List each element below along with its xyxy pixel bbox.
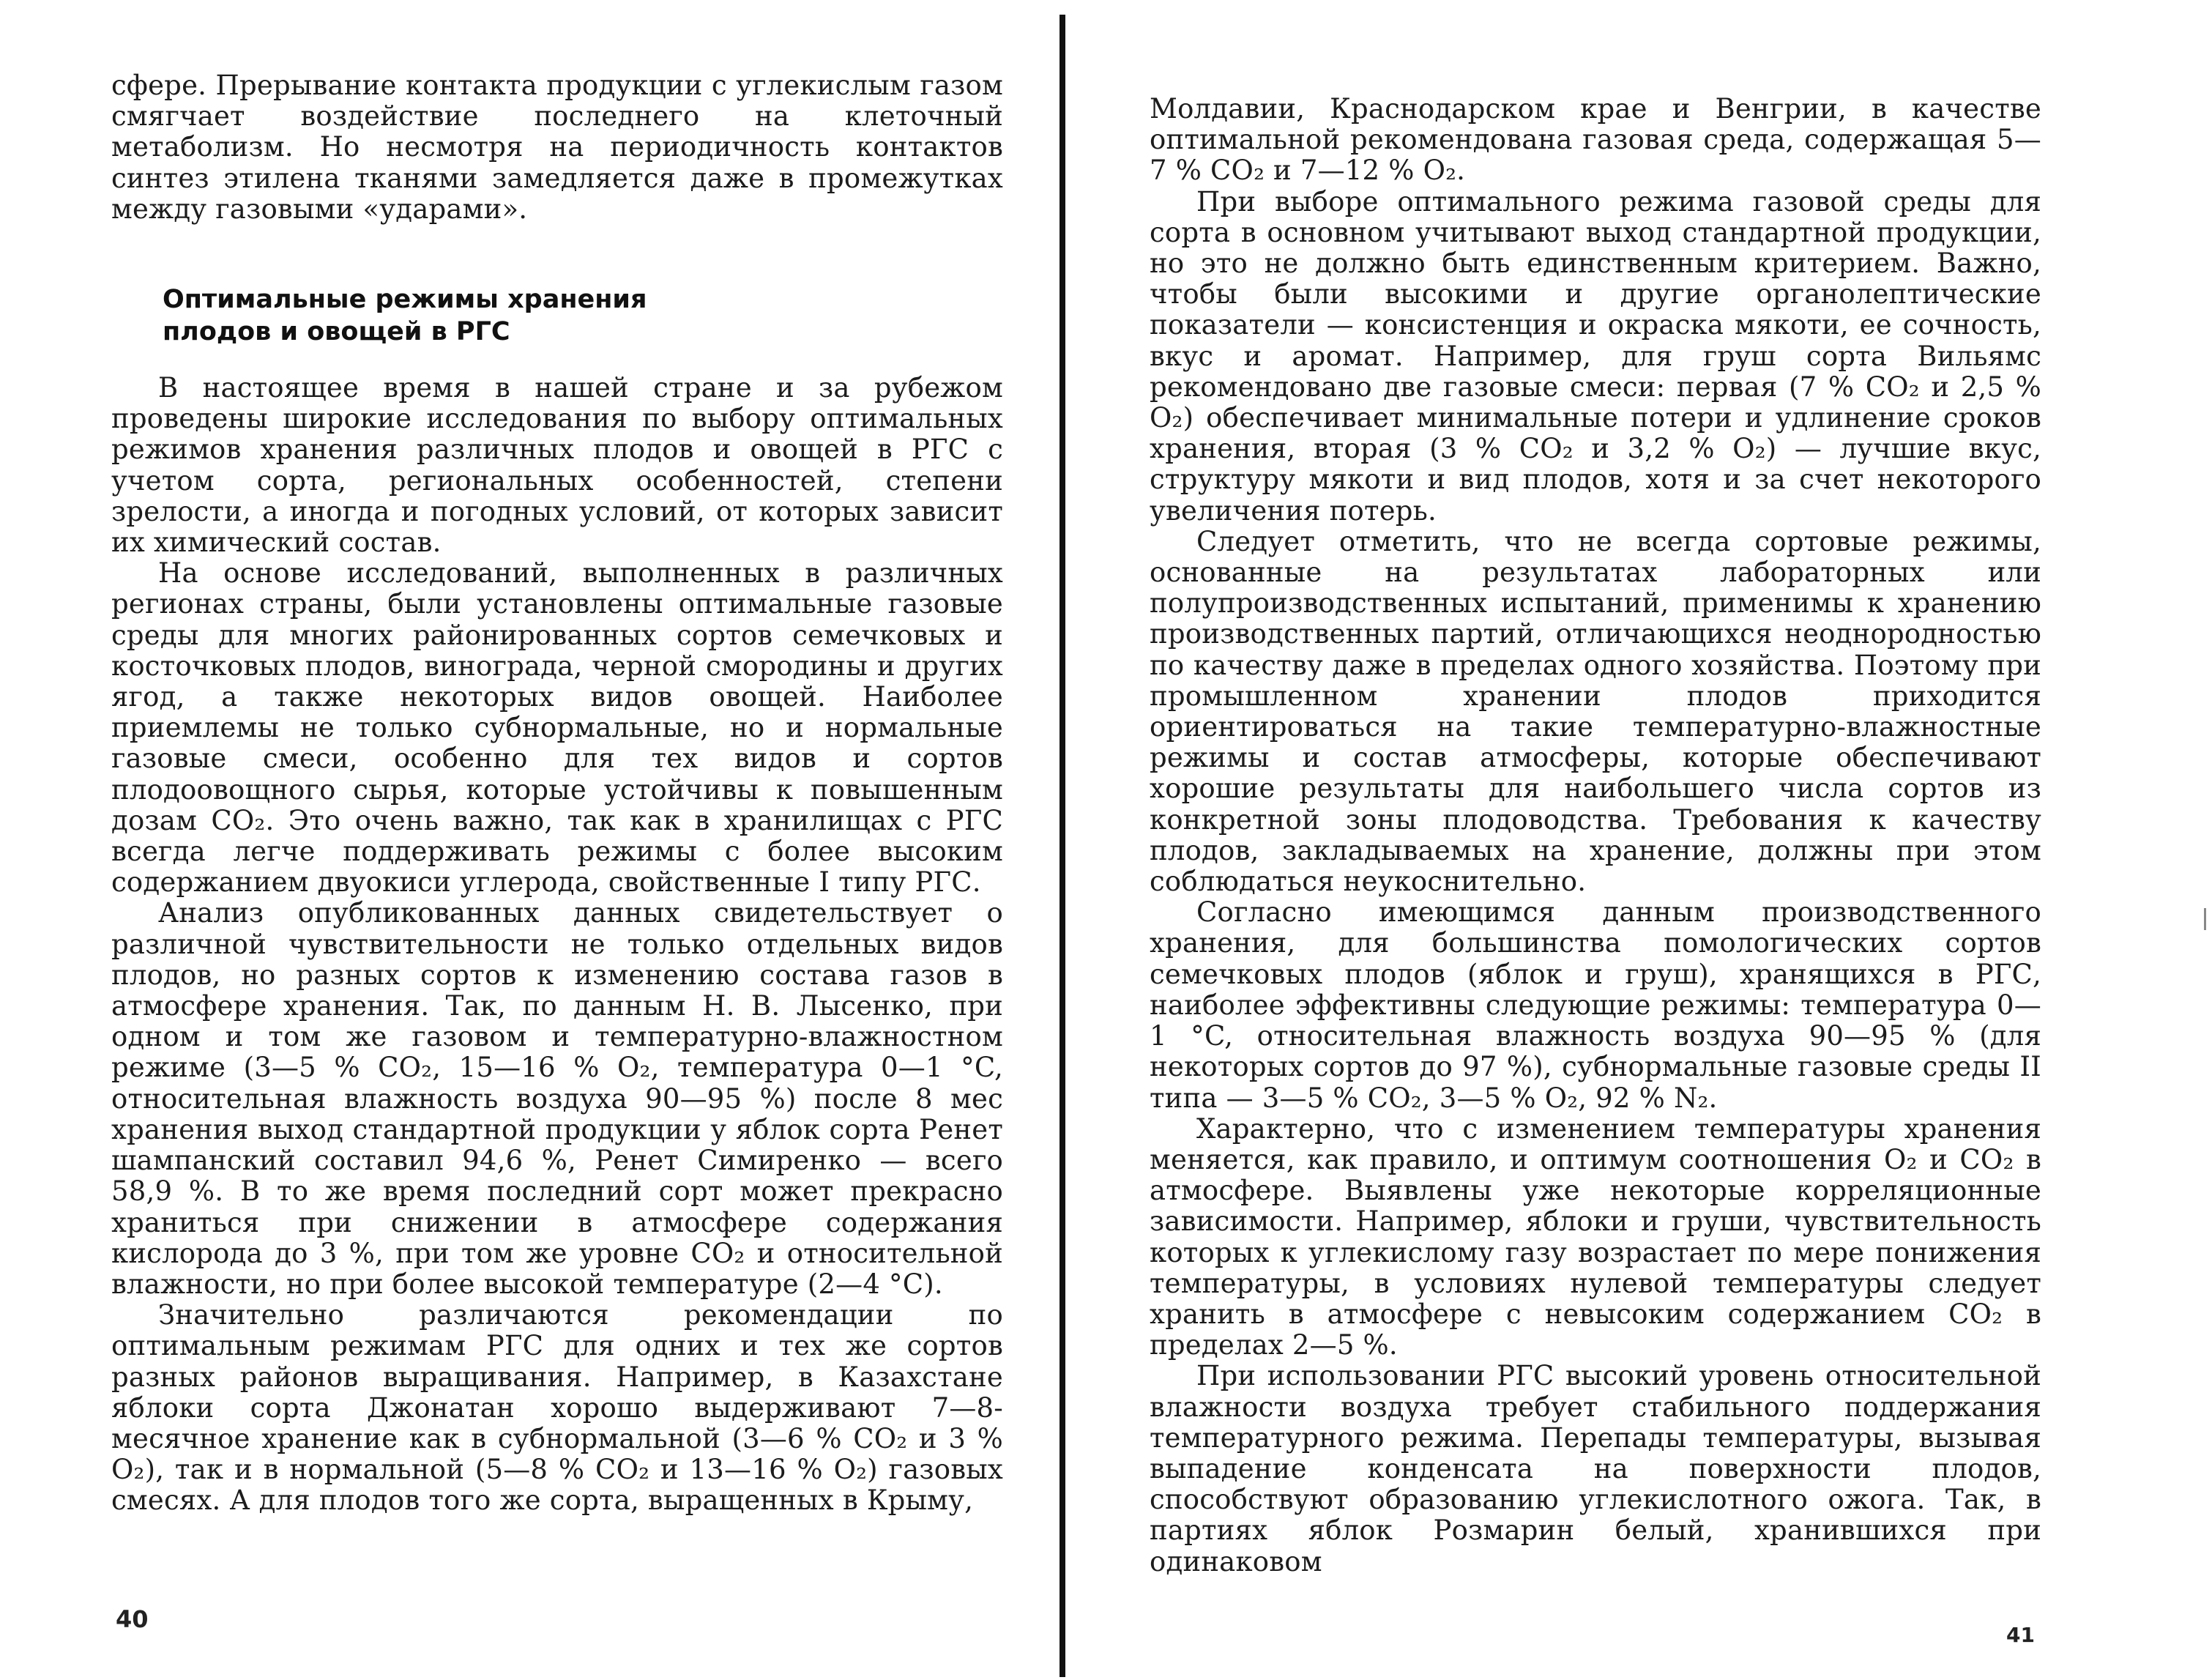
page-number-right: 41 [2006,1623,2035,1647]
left-page [0,0,1054,1680]
right-paragraph-continued: Молдавии, Краснодарском крае и Венгрии, в качестве оптимальной рекомендована газовая среда, содержащая 5—7 % CO₂ и 7—12 % O₂. [1150,93,2041,187]
section-heading-line-1: Оптимальные режимы хранения [163,285,647,315]
right-paragraph-1: При выборе оптимального режима газовой среды для сорта в основном учитывают выход стандартной продукции, но это не должно быть единственным критерием. Важно, чтобы были высокими и другие органолептические показатели — консистенция и окраска мякоти, ее сочность, вкус и аромат. Например, для груш сорта Вильямс рекомендовано две газовые смеси: первая (7 % CO₂ и 2,5 % O₂) обеспечивает минимальные потери и удлинение сроков хранения, вторая (3 % CO₂ и 3,2 % O₂) — лучшие вкус, структуру мякоти и вид плодов, хотя и за счет некоторого увеличения потерь. [1150,185,2041,527]
section-heading-line-2: плодов и овощей в РГС [163,317,510,347]
right-paragraph-3: Согласно имеющимся данным производственного хранения, для большинства помологических сортов семечковых плодов (яблок и груш), хранящихся в РГС, наиболее эффективны следующие режимы: температура 0—1 °C, относительная влажность воздуха 90—95 % (для некоторых сортов до 97 %), субнормальные газовые среды II типа — 3—5 % CO₂, 3—5 % O₂, 92 % N₂. [1150,896,2041,1114]
right-page [1069,0,2212,1680]
right-paragraph-2: Следует отметить, что не всегда сортовые режимы, основанные на результатах лабораторных или полупроизводственных испытаний, применимы к хранению производственных партий, отличающихся неоднородностью по качеству даже в пределах одного хозяйства. Поэтому при промышленном хранении плодов приходится ориентироваться на такие температурно-влажностные режимы и состав атмосферы, которые обеспечивают хорошие результаты для наибольшего числа сортов из конкретной зоны плодоводства. Требования к качеству плодов, закладываемых на хранение, должны при этом соблюдаться неукоснительно. [1150,525,2041,898]
right-text-column [1150,94,2041,1577]
page-number-left: 40 [116,1605,149,1633]
section-heading [163,283,1003,348]
page-edge-mark [2204,908,2206,930]
book-spine-divider [1060,15,1065,1677]
left-paragraph-3: Анализ опубликованных данных свидетельствует о различной чувствительности не только отдельных видов плодов, но разных сортов к изменению состава газов в атмосфере хранения. Так, по данным Н. В. Лысенко, при одном и том же газовом и температурно-влажностном режиме (3—5 % CO₂, 15—16 % O₂, температура 0—1 °C, относительная влажность воздуха 90—95 %) после 8 мес хранения выход стандартной продукции у яблок сорта Ренет шампанский составил 94,6 %, Ренет Симиренко — всего 58,9 %. В то же время последний сорт может прекрасно храниться при снижении в атмосфере содержания кислорода до 3 %, при том же уровне CO₂ и относительной влажности, но при более высокой температуре (2—4 °C). [111,897,1003,1300]
right-paragraph-4: Характерно, что с изменением температуры хранения меняется, как правило, и оптимум соотношения O₂ и CO₂ в атмосфере. Выявлены уже некоторые корреляционные зависимости. Например, яблоки и груши, чувствительность которых к углекислому газу возрастает по мере понижения температуры, в условиях нулевой температуры следует хранить в атмосфере с невысоким содержанием CO₂ в пределах 2—5 %. [1150,1112,2041,1361]
left-paragraph-continued: сфере. Прерывание контакта продукции с углекислым газом смягчает воздействие последнего на клеточный метаболизм. Но несмотря на периодичность контактов синтез этилена тканями замедляется даже в промежутках между газовыми «ударами». [111,70,1003,225]
left-paragraph-2: На основе исследований, выполненных в различных регионах страны, были установлены оптимальные газовые среды для многих районированных сортов семечковых и косточковых плодов, винограда, черной смородины и других ягод, а также некоторых видов овощей. Наиболее приемлемы не только субнормальные, но и нормальные газовые смеси, особенно для тех видов и сортов плодоовощного сырья, которые устойчивы к повышенным дозам CO₂. Это очень важно, так как в хранилищах с РГС всегда легче поддерживать режимы с более высоким содержанием двуокиси углерода, свойственные I типу РГС. [111,557,1003,899]
left-text-column [111,70,1003,1517]
right-paragraph-5: При использовании РГС высокий уровень относительной влажности воздуха требует стабильного поддержания температурного режима. Перепады температуры, вызывая выпадение конденсата на поверхности плодов, способствуют образованию углекислотного ожога. Так, в партиях яблок Розмарин белый, хранившихся при одинаковом [1150,1360,2041,1577]
left-paragraph-4: Значительно различаются рекомендации по оптимальным режимам РГС для одних и тех же сортов разных районов выращивания. Например, в Казахстане яблоки сорта Джонатан хорошо выдерживают 7—8-месячное хранение как в субнормальной (3—6 % CO₂ и 3 % O₂), так и в нормальной (5—8 % CO₂ и 13—16 % O₂) газовых смесях. А для плодов того же сорта, выращенных в Крыму, [111,1299,1003,1517]
left-paragraph-1: В настоящее время в нашей стране и за рубежом проведены широкие исследования по выбору оптимальных режимов хранения различных плодов и овощей в РГС с учетом сорта, региональных особенностей, степени зрелости, а иногда и погодных условий, от которых зависит их химический состав. [111,372,1003,559]
